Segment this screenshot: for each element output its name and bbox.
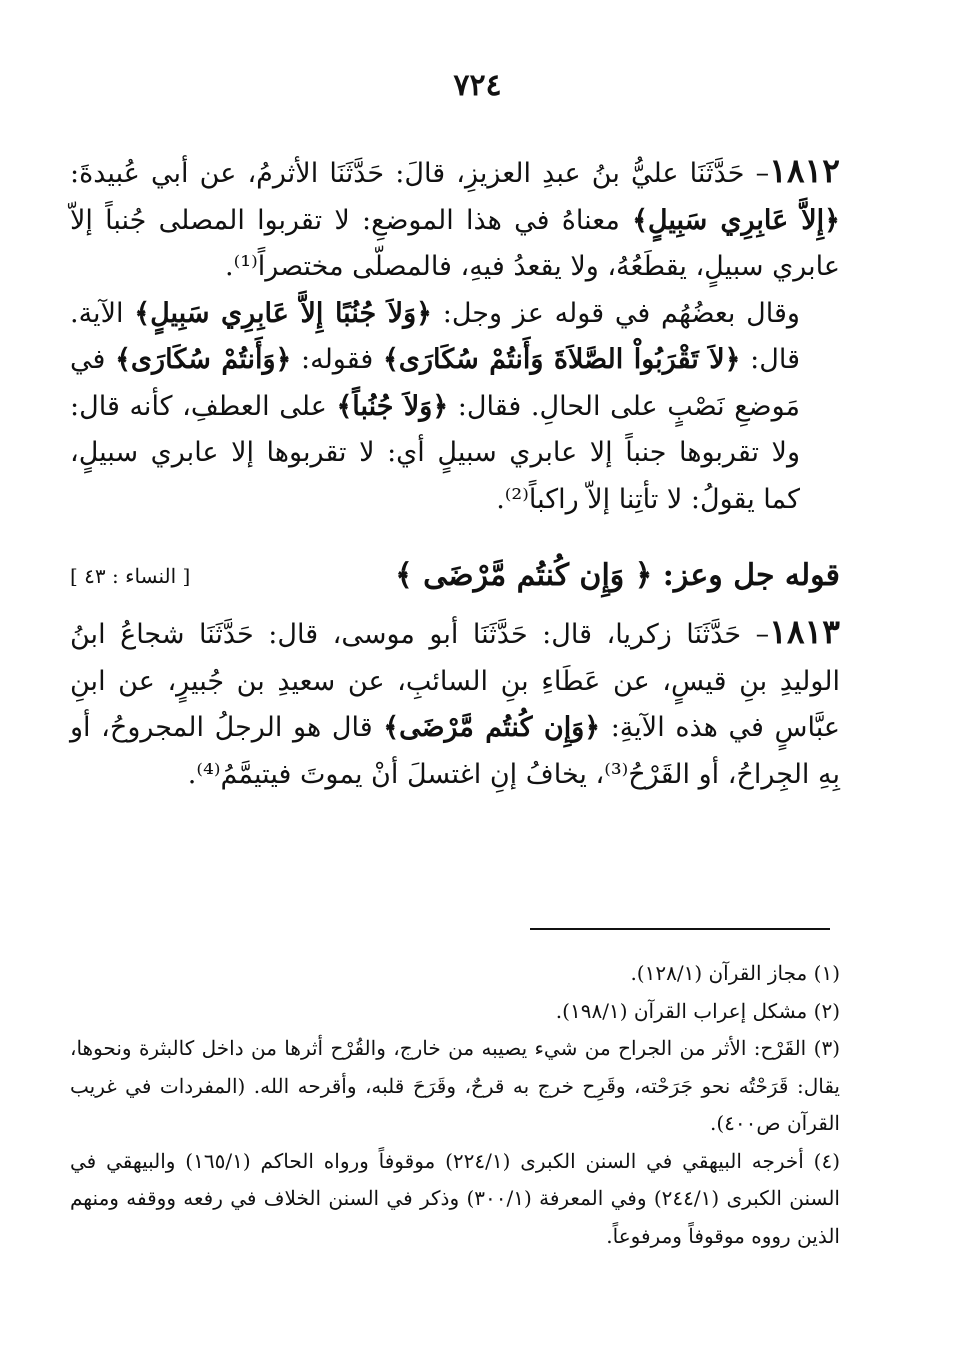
isnad-text: – حَدَّثَنَا عليُّ بنُ عبدِ العزيزِ، قالَ: حَدَّثَنَا الأثرمُ، عن أبي عُبيدةَ:	[70, 158, 770, 189]
surah-reference: [ النساء : ٤٣ ]	[70, 563, 191, 588]
commentary-text: الآية. قال:	[70, 297, 800, 375]
quran-quote: ﴿إِلاَّ عَابِرِي سَبِيلٍ﴾	[632, 204, 840, 236]
quran-quote: ﴿وَلاَ جُنُبًا إِلاَّ عَابِرِي سَبِيلٍ﴾	[134, 297, 432, 329]
commentary-text: في مَوضعِ نَصْبٍ على الحالِ. فقال:	[70, 344, 800, 422]
quran-quote: ﴿وَإِن كُنتُم مَّرْضَى﴾	[383, 712, 601, 743]
commentary-text: فقوله:	[301, 344, 374, 375]
quran-quote: ﴿وَأَنتُمْ سُكَارَى﴾	[115, 344, 292, 375]
main-text	[70, 148, 840, 798]
commentary-paragraph	[70, 291, 840, 524]
quran-quote: ﴿وَلاَ جُنُباً﴾	[336, 390, 449, 422]
heading-label: قوله جل وعز:	[662, 557, 840, 593]
section-heading	[70, 547, 840, 605]
commentary-text: قال هو الرجلُ المجروحُ، أو بِهِ الجِراحُ، أو القَرْحُ⁽³⁾، يخافُ إنِ اغتسلَ أنْ يموتَ فيتيمَّمُ⁽⁴⁾.	[70, 712, 840, 790]
footnote-1: (١) مجاز القرآن (١٢٨/١).	[630, 961, 840, 985]
hadith-number: ١٨١٣	[769, 612, 840, 651]
footnote-4: (٤) أخرجه البيهقي في السنن الكبرى (٢٢٤/١) موقوفاً ورواه الحاكم (١٦٥/١) والبيهقي في السنن الكبرى (٢٤٤/١) وفي المعرفة (٣٠٠/١) وذكر في السنن الخلاف في رفعه ووقفه ومنهم الذين رووه موقوفاً ومرفوعاً.	[70, 1148, 840, 1248]
footnotes	[70, 955, 840, 1255]
hadith-number: ١٨١٢	[769, 151, 840, 190]
commentary-text: وقال بعضُهُم في قوله عز وجل:	[442, 297, 800, 329]
heading-title	[395, 553, 840, 600]
hadith-1812-paragraph	[70, 148, 840, 291]
heading-verse: ﴿ وَإِن كُنتُم مَّرْضَى ﴾	[395, 557, 653, 593]
page-number: ٧٢٤	[453, 68, 502, 103]
hadith-1813-paragraph	[70, 609, 840, 798]
commentary-text: معناهُ في هذا الموضعِ: لا تقربوا المصلى جُنباً إلاّ عابري سبيلٍ، يقطَعُهُ، ولا يقعدُ فيهِ، فالمصلّى مختصراً⁽¹⁾.	[70, 204, 840, 282]
spacer	[70, 523, 840, 547]
isnad-text: – حَدَّثَنَا زكريا، قال: حَدَّثَنَا أبو موسى، قال: حَدَّثَنَا شجاعُ ابنُ الوليدِ بنِ قيسٍ، عن عَطَاءِ بنِ السائبِ، عن سعيدِ بن جُبيرٍ، عن ابنِ عبَّاسٍ في هذه الآيةِ:	[70, 619, 840, 743]
footnote-divider	[530, 928, 830, 930]
footnote-2: (٢) مشكل إعراب القرآن (١٩٨/١).	[555, 998, 840, 1023]
commentary-text: على العطفِ، كأنه قال: ولا تقربوها جنباً إلا عابري سبيلٍ أي: لا تقربوها إلا عابري سبيلٍ، كما يقولُ: لا تأتِنا إلاّ راكباً⁽²⁾.	[70, 390, 800, 515]
footnote-3: (٣) القَرْح: الأثر من الجراح من شيء يصيبه من خارج، والقُرْح أثرها من داخل كالبثرة ونحوها، يقال: قَرَحْتُه نحو جَرَحْته، وقَرِح خرج به قرحٌ، وقَرَحَ قلبه، وأقرحه الله. (المفردات في غريب القرآن ص٤٠٠).	[70, 1036, 840, 1135]
quran-quote: ﴿لاَ تَقْرَبُواْ الصَّلاَةَ وَأَنتُمْ سُكَارَى﴾	[382, 344, 741, 375]
